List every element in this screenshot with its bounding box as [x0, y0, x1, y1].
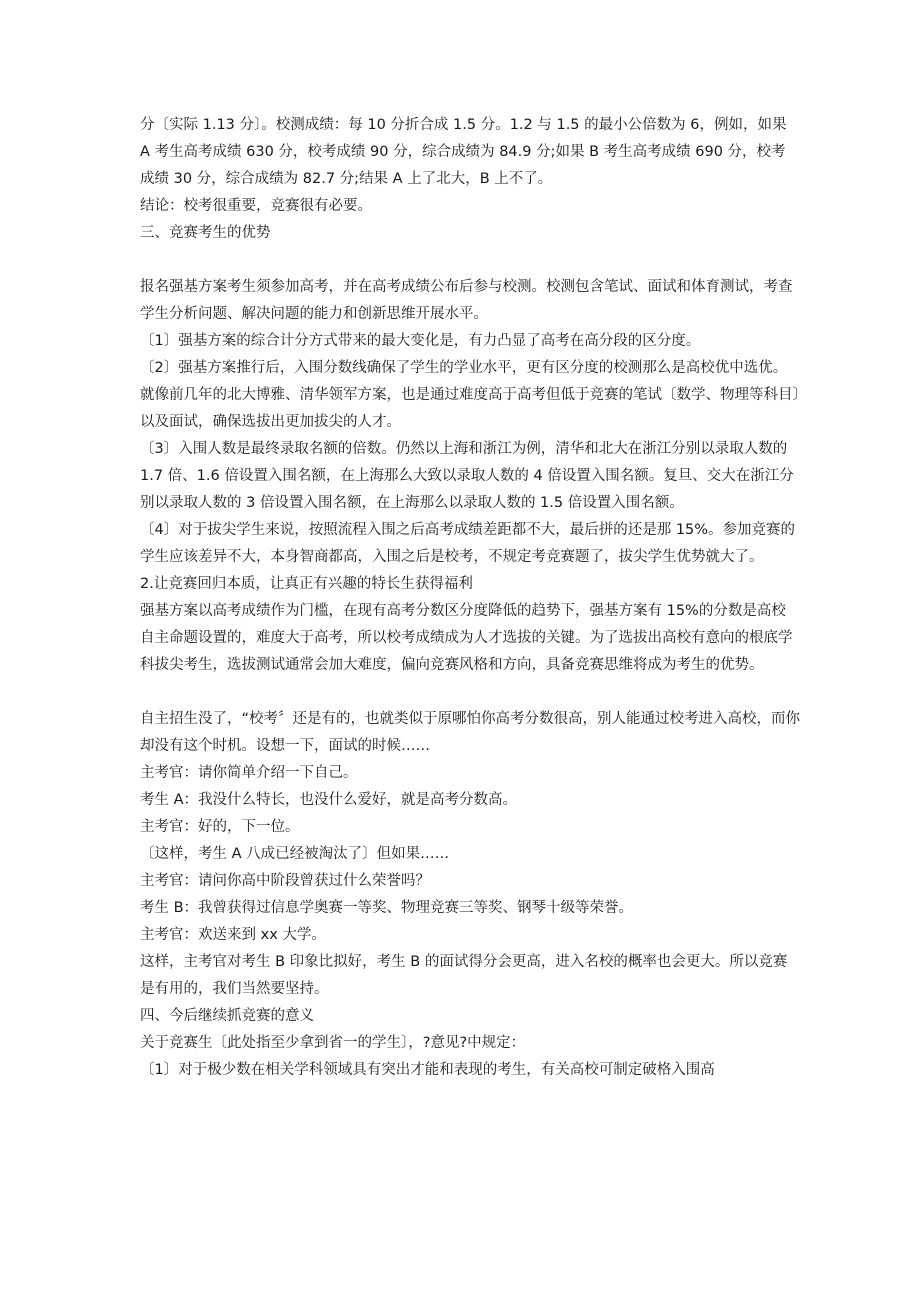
dialogue-line: 主考官：欢送来到 xx 大学。	[140, 927, 326, 943]
paragraph-exam-intro: 报名强基方案考生须参加高考，并在高考成绩公布后参与校测。校测包含笔试、面试和体育测试，考查学生分析问题、解决问题的能力和创新思维开展水平。	[140, 279, 793, 322]
paragraph-scoring-example: 分〔实际 1.13 分〕。校测成绩：每 10 分折合成 1.5 分。1.2 与 1.5 的最小公倍数为 6，例如，如果 A 考生高考成绩 630 分，校考成绩 90 分，综合成绩为 84.9 分;如果 B 考生高考成绩 690 分，校考成绩 30 分，综合成绩为 82.7 分;结果 A 上了北大，B 上不了。	[140, 117, 787, 187]
dialogue-line: 主考官：好的，下一位。	[140, 819, 300, 835]
subheading-return-to-essence: 2.让竞赛回归本质，让真正有兴趣的特长生获得福利	[140, 576, 473, 592]
paragraph-point-1: 〔1〕强基方案的综合计分方式带来的最大变化是，有力凸显了高考在高分段的区分度。	[140, 333, 701, 349]
paragraph-point-4: 〔4〕对于拔尖学生来说，按照流程入围之后高考成绩差距都不大，最后拼的还是那 15%。参加竞赛的学生应该差异不大，本身智商都高，入围之后是校考，不规定考竞赛题了，拔尖学生优势就大了。	[140, 522, 796, 565]
paragraph-strong-foundation: 强基方案以高考成绩作为门槛，在现有高考分数区分度降低的趋势下，强基方案有 15%的分数是高校自主命题设置的，难度大于高考，所以校考成绩成为人才选拔的关键。为了选拔出高校有意向的根底学科拔尖考生，选拔测试通常会加大难度，偏向竞赛风格和方向，具备竞赛思维将成为考生的优势。	[140, 603, 793, 673]
paragraph-interview-conclusion: 这样，主考官对考生 B 印象比拟好，考生 B 的面试得分会更高，进入名校的概率也会更大。所以竞赛是有用的，我们当然要坚持。	[140, 954, 788, 997]
paragraph-conclusion: 结论：校考很重要，竞赛很有必要。	[140, 198, 372, 214]
dialogue-line: 考生 B：我曾获得过信息学奥赛一等奖、物理竞赛三等奖、钢琴十级等荣誉。	[140, 900, 634, 916]
dialogue-line: 主考官：请问你高中阶段曾获过什么荣誉吗？	[140, 873, 430, 889]
blank-line	[140, 679, 800, 706]
blank-line	[140, 247, 800, 274]
document-body	[140, 112, 800, 1084]
section-heading-advantages: 三、竞赛考生的优势	[140, 225, 271, 241]
paragraph-opinion-point-1: 〔1〕对于极少数在相关学科领域具有突出才能和表现的考生，有关高校可制定破格入围高	[140, 1062, 715, 1078]
paragraph-point-2: 〔2〕强基方案推行后，入围分数线确保了学生的学业水平，更有区分度的校测那么是高校优中选优。就像前几年的北大博雅、清华领军方案，也是通过难度高于高考但低于竞赛的笔试〔数学、物理等科目〕以及面试，确保选拔出更加拔尖的人才。	[140, 360, 800, 430]
dialogue-line: 〔这样，考生 A 八成已经被淘汰了〕但如果……	[140, 846, 450, 862]
dialogue-line: 考生 A：我没什么特长，也没什么爱好，就是高考分数高。	[140, 792, 518, 808]
paragraph-point-3: 〔3〕入围人数是最终录取名额的倍数。仍然以上海和浙江为例，清华和北大在浙江分别以录取人数的 1.7 倍、1.6 倍设置入围名额，在上海那么大致以录取人数的 4 倍设置入围名额。复旦、交大在浙江分别以录取人数的 3 倍设置入围名额，在上海那么以录取人数的 1.5 倍设置入围名额。	[140, 441, 794, 511]
paragraph-school-exam: 自主招生没了，“校考〞还是有的，也就类似于原哪怕你高考分数很高，别人能通过校考进入高校，而你却没有这个时机。设想一下，面试的时候……	[140, 711, 801, 754]
paragraph-opinion-intro: 关于竞赛生〔此处指至少拿到省一的学生〕，?意见?中规定：	[140, 1035, 526, 1051]
dialogue-line: 主考官：请你简单介绍一下自己。	[140, 765, 358, 781]
section-heading-significance: 四、今后继续抓竞赛的意义	[140, 1008, 314, 1024]
